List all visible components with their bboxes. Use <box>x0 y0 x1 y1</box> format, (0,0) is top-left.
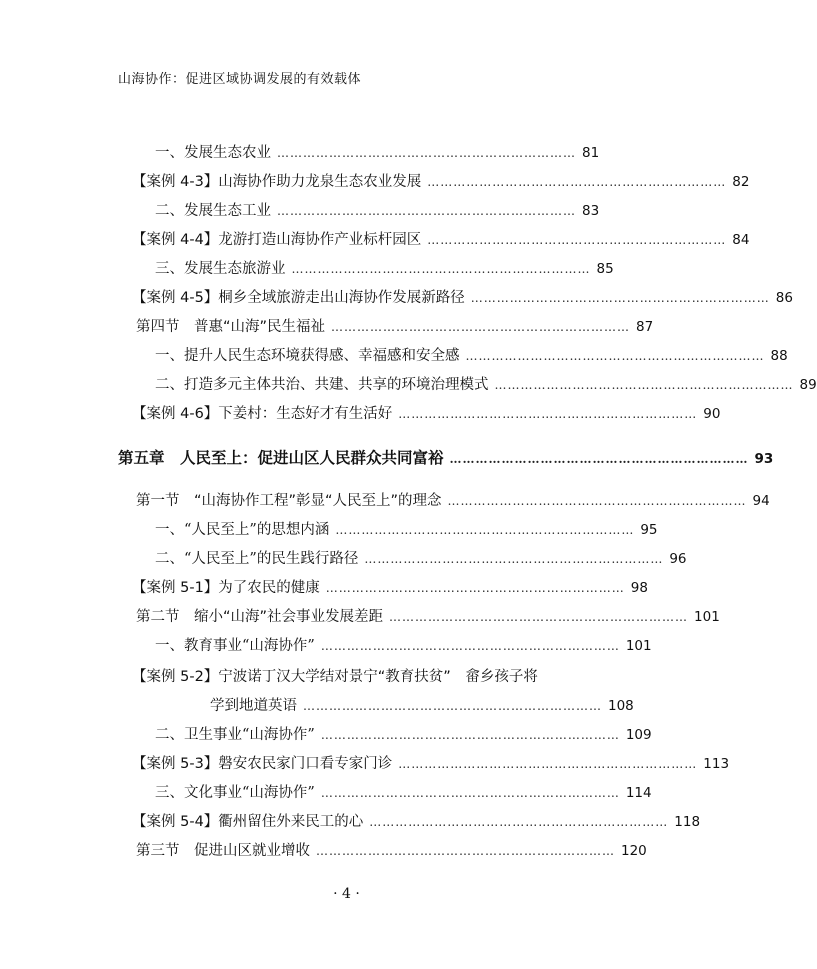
toc-entry <box>155 373 817 395</box>
toc-entry-page: 88 <box>770 348 788 364</box>
toc-entry <box>155 634 652 656</box>
toc-entry-page: 118 <box>674 814 701 830</box>
toc-entry-title: 二、“人民至上”的民生践行路径 <box>155 551 359 567</box>
dot-leader: …………………………………………………………… <box>389 610 689 624</box>
toc-entry-title: 第五章 人民至上：促进山区人民群众共同富裕 <box>118 449 444 467</box>
dot-leader: …………………………………………………………… <box>470 291 770 305</box>
toc-entry-page: 101 <box>694 609 720 625</box>
toc-entry-title: 第一节 “山海协作工程”彰显“人民至上”的理念 <box>136 493 442 509</box>
toc-entry-page: 95 <box>640 522 658 538</box>
dot-leader: …………………………………………………………… <box>447 494 747 508</box>
toc-entry-title: 【案例 5-4】衢州留住外来民工的心 <box>132 814 364 830</box>
toc-entry-title: 【案例 4-3】山海协作助力龙泉生态农业发展 <box>132 174 422 190</box>
toc-entry <box>155 547 687 569</box>
dot-leader: …………………………………………………………… <box>427 233 727 247</box>
toc-entry-page: 82 <box>732 174 750 190</box>
toc-entry-title: 【案例 4-6】下姜村：生态好才有生活好 <box>132 406 393 422</box>
toc-entry <box>132 752 730 774</box>
toc-entry-title: 二、卫生事业“山海协作” <box>155 727 315 743</box>
toc-entry <box>136 839 647 861</box>
dot-leader: …………………………………………………………… <box>465 349 765 363</box>
toc-entry-page: 98 <box>630 580 648 596</box>
toc-entry-page: 81 <box>582 145 600 161</box>
toc-entry-page: 84 <box>732 232 750 248</box>
dot-leader: …………………………………………………………… <box>316 844 615 858</box>
toc-entry-title: 第二节 缩小“山海”社会事业发展差距 <box>136 609 384 625</box>
toc-entry-page: 94 <box>752 493 770 509</box>
toc-entry-title: 一、发展生态农业 <box>155 145 271 161</box>
toc-entry-title: 二、打造多元主体共治、共建、共享的环境治理模式 <box>155 377 489 393</box>
dot-leader: …………………………………………………………… <box>494 378 794 392</box>
dot-leader: …………………………………………………………… <box>325 581 625 595</box>
toc-entry-page: 109 <box>625 727 652 743</box>
toc-entry <box>136 605 720 627</box>
toc-entry-title: 第四节 普惠“山海”民生福祉 <box>136 319 326 335</box>
toc-entry <box>136 315 654 337</box>
toc-entry <box>155 199 600 221</box>
toc-entry-page: 83 <box>582 203 600 219</box>
toc-entry-page: 120 <box>621 843 647 859</box>
dot-leader: …………………………………………………………… <box>335 523 635 537</box>
dot-leader: …………………………………………………………… <box>277 204 576 218</box>
toc-entry-title-wrapped: 【案例 5-2】宁波诺丁汉大学结对景宁“教育扶贫” 畲乡孩子将 <box>132 669 538 685</box>
toc-chapter-entry <box>118 446 774 468</box>
toc-entry-title: 一、“人民至上”的思想内涵 <box>155 522 330 538</box>
toc-entry <box>132 286 793 308</box>
dot-leader: …………………………………………………………… <box>277 146 576 160</box>
toc-entry-title: 一、提升人民生态环境获得感、幸福感和安全感 <box>155 348 460 364</box>
toc-entry-title: 一、教育事业“山海协作” <box>155 638 315 654</box>
toc-entry-page: 90 <box>703 406 721 422</box>
dot-leader: …………………………………………………………… <box>303 699 602 713</box>
toc-entry <box>155 257 614 279</box>
dot-leader: …………………………………………………………… <box>449 452 749 466</box>
toc-entry-page: 113 <box>703 756 730 772</box>
toc-entry-title: 三、文化事业“山海协作” <box>155 785 315 801</box>
toc-entry-title: 【案例 5-1】为了农民的健康 <box>132 580 320 596</box>
dot-leader: …………………………………………………………… <box>398 757 698 771</box>
dot-leader: …………………………………………………………… <box>398 407 698 421</box>
dot-leader: …………………………………………………………… <box>320 728 620 742</box>
toc-entry-page: 101 <box>625 638 652 654</box>
toc-entry <box>155 723 652 745</box>
toc-entry-title: 二、发展生态工业 <box>155 203 271 219</box>
dot-leader: …………………………………………………………… <box>291 262 591 276</box>
toc-entry-page: 114 <box>625 785 652 801</box>
running-head: 山海协作：促进区域协调发展的有效载体 <box>118 72 362 87</box>
dot-leader: …………………………………………………………… <box>364 552 664 566</box>
toc-entry <box>210 694 634 716</box>
dot-leader: …………………………………………………………… <box>369 815 669 829</box>
dot-leader: …………………………………………………………… <box>320 786 620 800</box>
toc-entry <box>155 518 658 540</box>
toc-entry <box>155 344 788 366</box>
toc-entry-page: 86 <box>775 290 793 306</box>
toc-entry-page: 85 <box>596 261 614 277</box>
toc-entry-page: 89 <box>799 377 817 393</box>
toc-entry-title: 【案例 4-5】桐乡全域旅游走出山海协作发展新路径 <box>132 290 465 306</box>
toc-entry-page: 108 <box>608 698 634 714</box>
toc-entry <box>155 781 652 803</box>
toc-entry-page: 87 <box>636 319 654 335</box>
toc-entry-title: 第三节 促进山区就业增收 <box>136 843 310 859</box>
toc-entry-title: 学到地道英语 <box>210 698 297 714</box>
dot-leader: …………………………………………………………… <box>331 320 631 334</box>
toc-entry-page: 93 <box>754 451 774 467</box>
toc-entry <box>132 810 701 832</box>
dot-leader: …………………………………………………………… <box>427 175 727 189</box>
toc-entry <box>132 228 750 250</box>
toc-entry <box>132 402 721 424</box>
toc-entry <box>132 170 750 192</box>
dot-leader: …………………………………………………………… <box>320 639 620 653</box>
toc-entry <box>132 576 648 598</box>
page-number: · 4 · <box>333 886 360 902</box>
toc-entry <box>155 141 600 163</box>
toc-entry-title: 【案例 5-3】磐安农民家门口看专家门诊 <box>132 756 393 772</box>
toc-entry-title: 【案例 4-4】龙游打造山海协作产业标杆园区 <box>132 232 422 248</box>
toc-entry-page: 96 <box>669 551 687 567</box>
toc-entry-title: 三、发展生态旅游业 <box>155 261 286 277</box>
toc-entry <box>136 489 770 511</box>
